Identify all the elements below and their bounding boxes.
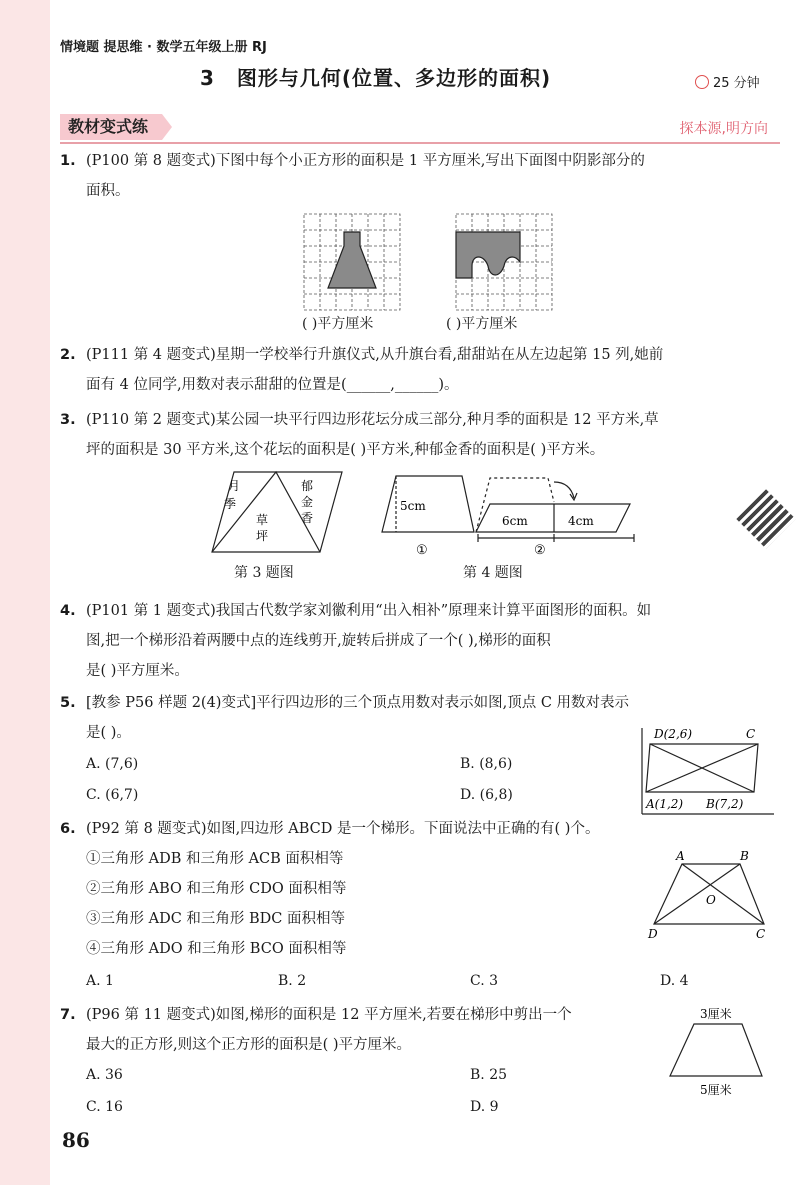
figure-4-trapezoid-cut xyxy=(378,470,648,558)
question-number: 3. xyxy=(60,412,76,428)
question-2 xyxy=(60,340,770,400)
section-number: 3 xyxy=(200,66,215,90)
statement-2: ②三角形 ABO 和三角形 CDO 面积相等 xyxy=(86,881,347,897)
marker-1: ① xyxy=(416,543,428,558)
page-edge-tint xyxy=(0,0,50,1185)
option-a[interactable]: A. 1 xyxy=(86,973,114,989)
label-c: C xyxy=(746,727,756,741)
question-text: 面积。 xyxy=(86,183,130,199)
q7-trapezoid-figure xyxy=(656,1004,776,1100)
statement-1: ①三角形 ADB 和三角形 ACB 面积相等 xyxy=(86,851,344,867)
question-text: 图,把一个梯形沿着两腰中点的连线剪开,旋转后拼成了一个( ),梯形的面积 xyxy=(86,633,551,649)
option-b[interactable]: B. 25 xyxy=(470,1067,508,1083)
figure-4-caption: 第 4 题图 xyxy=(463,565,523,581)
qr-code-icon xyxy=(736,489,795,548)
answer-blank-a[interactable]: ( )平方厘米 xyxy=(302,316,374,332)
question-text: (P101 第 1 题变式)我国古代数学家刘徽利用“出入相补”原理来计算平面图形的面积。如 xyxy=(86,603,652,619)
label-b: B xyxy=(740,849,749,863)
option-d[interactable]: D. (6,8) xyxy=(460,787,513,803)
label-d: D xyxy=(648,927,658,941)
banner-slogan: 探本源,明方向 xyxy=(679,121,768,137)
banner-label: 教材变式练 xyxy=(60,114,162,140)
section-title xyxy=(200,62,551,91)
option-c[interactable]: C. (6,7) xyxy=(86,787,139,803)
page-number: 86 xyxy=(62,1128,90,1152)
label-bottom-base: 5厘米 xyxy=(700,1083,732,1097)
time-limit-text: 25 分钟 xyxy=(713,76,760,91)
label-b: B(7,2) xyxy=(706,797,744,811)
running-header: 情境题 提思维 · 数学五年级上册 RJ xyxy=(60,40,267,55)
question-number: 6. xyxy=(60,821,76,837)
question-number: 4. xyxy=(60,603,76,619)
option-b[interactable]: B. (8,6) xyxy=(460,756,513,772)
label-4cm: 4cm xyxy=(568,514,594,528)
question-1 xyxy=(60,146,770,206)
marker-2: ② xyxy=(534,543,546,558)
question-text: (P110 第 2 题变式)某公园一块平行四边形花坛分成三部分,种月季的面积是 12 平方米,草 xyxy=(86,412,659,428)
question-text: (P111 第 4 题变式)星期一学校举行升旗仪式,从升旗台看,甜甜站在从左边起第 15 列,她前 xyxy=(86,347,664,363)
answer-blank-b[interactable]: ( )平方厘米 xyxy=(446,316,518,332)
label-yue: 月 xyxy=(228,479,241,493)
option-d[interactable]: D. 4 xyxy=(660,973,689,989)
q6-trapezoid-figure xyxy=(642,846,772,942)
option-d[interactable]: D. 9 xyxy=(470,1099,499,1115)
label-cao: 草 xyxy=(256,513,269,527)
question-text: [教参 P56 样题 2(4)变式]平行四边形的三个顶点用数对表示如图,顶点 C 用数对表示 xyxy=(86,695,630,711)
q5-coordinate-figure xyxy=(628,722,778,822)
label-a: A(1,2) xyxy=(646,797,684,811)
question-text: 是( )平方厘米。 xyxy=(86,663,189,679)
label-xiang: 香 xyxy=(301,511,314,525)
clock-icon xyxy=(695,75,709,89)
question-4 xyxy=(60,596,770,686)
label-a: A xyxy=(676,849,685,863)
section-title-text: 图形与几何(位置、多边形的面积) xyxy=(236,66,552,90)
question-number: 5. xyxy=(60,695,76,711)
question-text: 最大的正方形,则这个正方形的面积是( )平方厘米。 xyxy=(86,1037,412,1053)
question-text: (P92 第 8 题变式)如图,四边形 ABCD 是一个梯形。下面说法中正确的有( )个。 xyxy=(86,821,600,837)
label-yu: 郁 xyxy=(301,479,314,493)
time-limit xyxy=(695,72,760,91)
question-text: 坪的面积是 30 平方米,这个花坛的面积是( )平方米,种郁金香的面积是( )平方米。 xyxy=(86,442,605,458)
question-number: 1. xyxy=(60,153,76,169)
option-a[interactable]: A. (7,6) xyxy=(86,756,139,772)
statement-4: ④三角形 ADO 和三角形 BCO 面积相等 xyxy=(86,941,347,957)
label-top-base: 3厘米 xyxy=(700,1007,732,1021)
label-o: O xyxy=(706,893,716,907)
shaded-trapezoid-shape xyxy=(328,232,376,288)
label-d: D(2,6) xyxy=(654,727,693,741)
option-b[interactable]: B. 2 xyxy=(278,973,307,989)
label-c: C xyxy=(756,927,766,941)
question-text: (P100 第 8 题变式)下图中每个小正方形的面积是 1 平方厘米,写出下面图中阴影部分的 xyxy=(86,153,645,169)
label-jin: 金 xyxy=(301,495,314,509)
q1-grid-figures xyxy=(300,212,560,312)
label-ping: 坪 xyxy=(256,529,269,543)
question-3 xyxy=(60,405,770,465)
option-c[interactable]: C. 3 xyxy=(470,973,499,989)
label-6cm: 6cm xyxy=(502,514,528,528)
option-c[interactable]: C. 16 xyxy=(86,1099,123,1115)
question-text: 是( )。 xyxy=(86,725,131,741)
question-text: 面有 4 位同学,用数对表示甜甜的位置是(______,______)。 xyxy=(86,377,459,393)
label-height-5cm: 5cm xyxy=(400,499,426,513)
question-text: (P96 第 11 题变式)如图,梯形的面积是 12 平方厘米,若要在梯形中剪出一个 xyxy=(86,1007,572,1023)
figure-3-parallelogram xyxy=(210,468,345,558)
question-number: 2. xyxy=(60,347,76,363)
label-ji: 季 xyxy=(224,497,237,511)
figure-3-caption: 第 3 题图 xyxy=(234,565,294,581)
section-banner xyxy=(60,112,780,144)
question-number: 7. xyxy=(60,1007,76,1023)
statement-3: ③三角形 ADC 和三角形 BDC 面积相等 xyxy=(86,911,346,927)
option-a[interactable]: A. 36 xyxy=(86,1067,123,1083)
